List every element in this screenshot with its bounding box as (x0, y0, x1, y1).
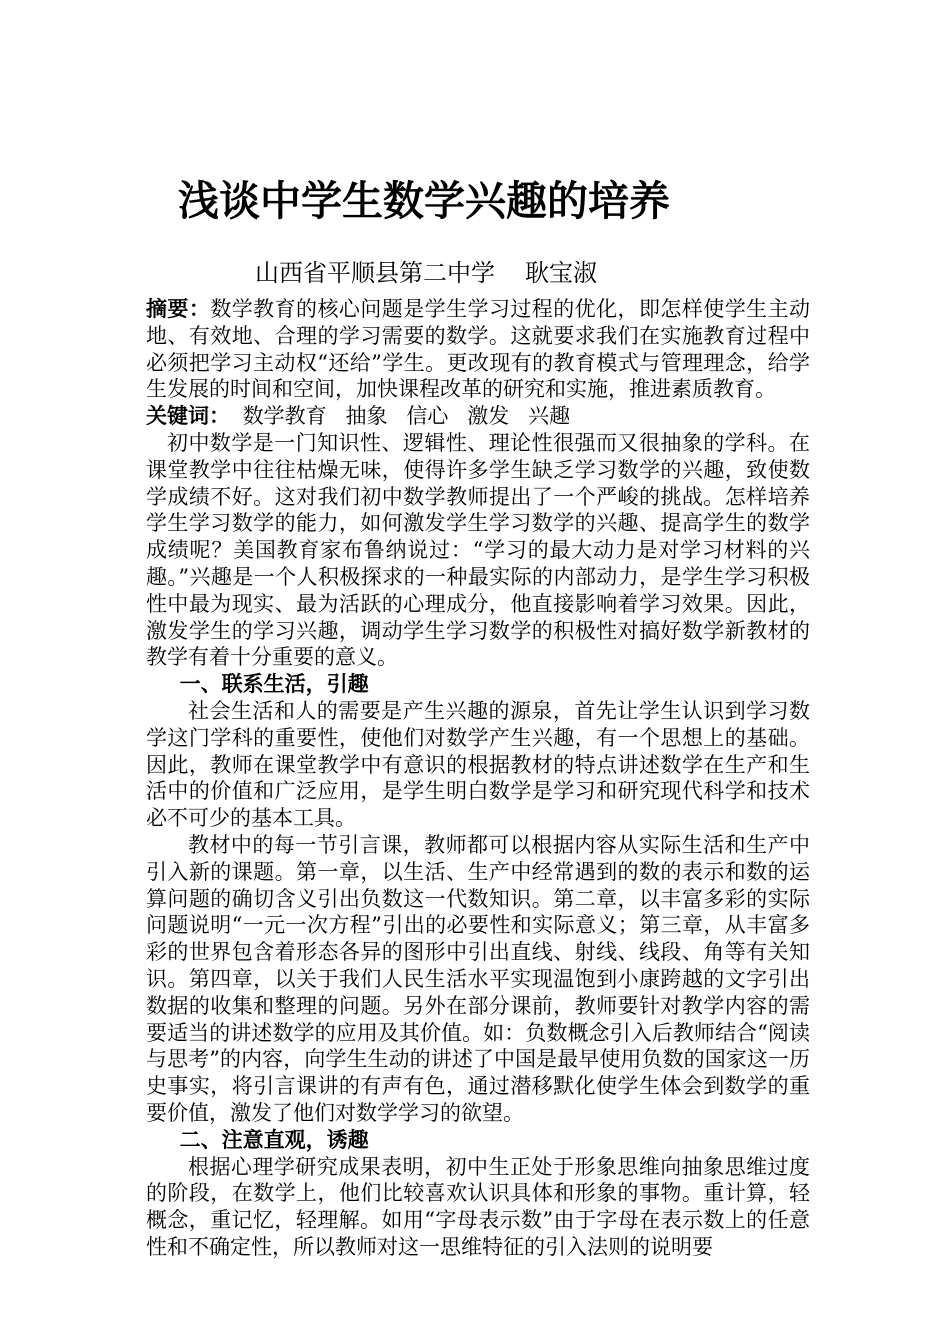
abstract-paragraph (146, 296, 810, 403)
author-name: 耿宝淑 (525, 259, 597, 287)
document-body (146, 296, 810, 1261)
keyword: 激发 (467, 404, 510, 429)
abstract-text: 数学教育的核心问题是学生学习过程的优化，即怎样使学生主动地、有效地、合理的学习需要的数学。这就要求我们在实施教育过程中必须把学习主动权“还给”学生。更改现有的教育模式与管理理念，给学生发展的时间和空间，加快课程改革的研究和实施，推进素质教育。 (146, 297, 811, 402)
author-line (255, 258, 597, 288)
abstract-label: 摘要： (146, 297, 211, 321)
keywords-line (146, 403, 810, 430)
section2-paragraph-1: 根据心理学研究成果表明，初中生正处于形象思维向抽象思维过度的阶段，在数学上，他们比较喜欢认识具体和形象的事物。重计算，轻概念，重记忆，轻理解。如用“字母表示数”由于字母在表示数上的任意性和不确定性，所以教师对这一思维特征的引入法则的说明要 (146, 1154, 810, 1259)
keywords-label: 关键词： (146, 404, 230, 429)
keyword: 信心 (406, 404, 449, 429)
keyword: 数学教育 (242, 404, 327, 429)
document-title: 浅谈中学生数学兴趣的培养 (178, 177, 670, 225)
section1-paragraph-2: 教材中的每一节引言课，教师都可以根据内容从实际生活和生产中引入新的课题。第一章，以生活、生产中经常遇到的数的表示和数的运算问题的确切含义引出负数这一代数知识。第二章，以丰富多彩的实际问题说明“一元一次方程”引出的必要性和实际意义；第三章，从丰富多彩的世界包含着形态各异的图形中引出直线、射线、线段、角等有关知识。第四章，以关于我们人民生活水平实现温饱到小康跨越的文字引出数据的收集和整理的问题。另外在部分课前，教师要针对教学内容的需要适当的讲述数学的应用及其价值。如：负数概念引入后教师结合“阅读与思考”的内容，向学生生动的讲述了中国是最早使用负数的国家这一历史事实，将引言课讲的有声有色，通过潜移默化使学生体会到数学的重要价值，激发了他们对数学学习的欲望。 (146, 832, 810, 1125)
section-heading-1: 一、联系生活，引趣 (179, 672, 369, 697)
keyword: 抽象 (345, 404, 388, 429)
intro-paragraph: 初中数学是一门知识性、逻辑性、理论性很强而又很抽象的学科。在课堂教学中往往枯燥无味，使得许多学生缺乏学习数学的兴趣，致使数学成绩不好。这对我们初中数学教师提出了一个严峻的挑战。怎样培养学生学习数学的能力，如何激发学生学习数学的兴趣、提高学生的数学成绩呢？美国教育家布鲁纳说过：“学习的最大动力是对学习材料的兴趣。”兴趣是一个人积极探求的一种最实际的内部动力，是学生学习积极性中最为现实、最为活跃的心理成分，他直接影响着学习效果。因此，激发学生的学习兴趣，调动学生学习数学的积极性对搞好数学新教材的教学有着十分重要的意义。 (146, 430, 810, 670)
section1-paragraph-1: 社会生活和人的需要是产生兴趣的源泉，首先让学生认识到学习数学这门学科的重要性，使他们对数学产生兴趣，有一个思想上的基础。因此，教师在课堂教学中有意识的根据教材的特点讲述数学在生产和生活中的价值和广泛应用，是学生明白数学是学习和研究现代科学和技术必不可少的基本工具。 (146, 698, 810, 831)
keyword: 兴趣 (528, 404, 571, 429)
section-heading-2: 二、注意直观，诱趣 (179, 1127, 369, 1152)
author-school: 山西省平顺县第二中学 (255, 259, 495, 287)
